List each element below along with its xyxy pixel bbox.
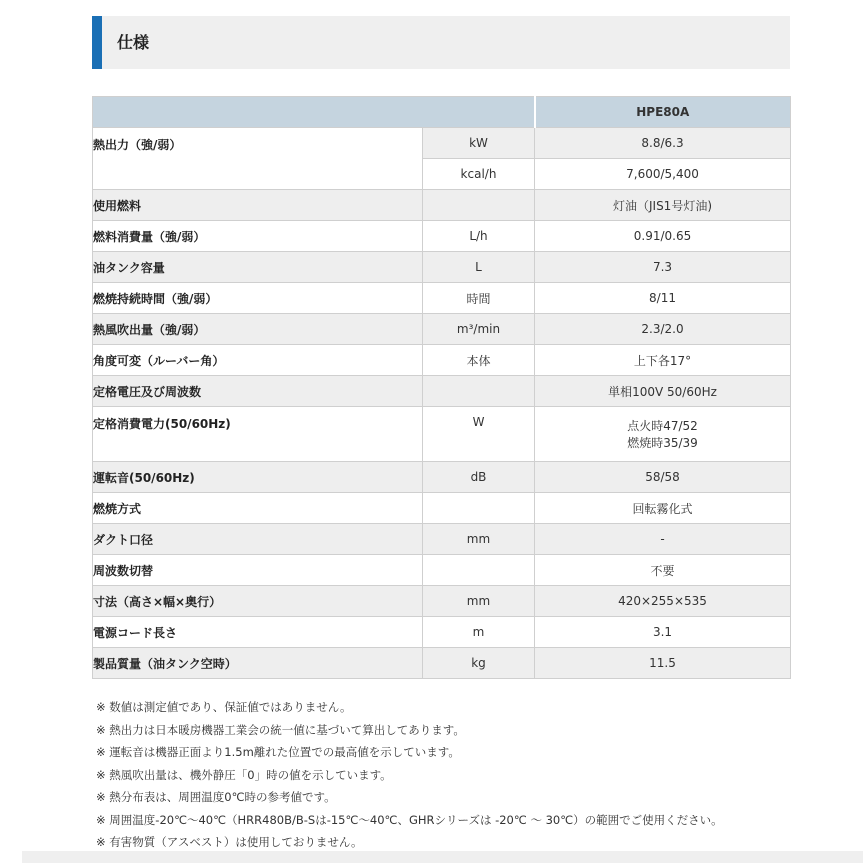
table-row xyxy=(93,252,791,283)
table-row xyxy=(93,462,791,493)
row-value: 8.8/6.3 xyxy=(535,128,791,159)
row-unit: W xyxy=(423,407,535,462)
header-blank-cell xyxy=(93,97,535,128)
row-value: - xyxy=(535,524,791,555)
note-item: ※ 運転音は機器正面より1.5m離れた位置での最高値を示しています。 xyxy=(96,745,460,759)
table-row xyxy=(93,283,791,314)
row-unit: kg xyxy=(423,648,535,679)
row-label: 定格電圧及び周波数 xyxy=(93,376,423,407)
row-label: 運転音(50/60Hz) xyxy=(93,462,423,493)
row-value: 7.3 xyxy=(535,252,791,283)
row-unit: kW xyxy=(423,128,535,159)
row-label: 燃焼持続時間（強/弱） xyxy=(93,283,423,314)
row-unit: 時間 xyxy=(423,283,535,314)
table-row xyxy=(93,128,791,159)
row-label: 熱風吹出量（強/弱） xyxy=(93,314,423,345)
table-row xyxy=(93,617,791,648)
row-label: 寸法（高さ×幅×奥行） xyxy=(93,586,423,617)
row-value: 3.1 xyxy=(535,617,791,648)
spec-table xyxy=(92,96,791,679)
table-row xyxy=(93,345,791,376)
table-row xyxy=(93,376,791,407)
row-label: 電源コード長さ xyxy=(93,617,423,648)
row-value: 不要 xyxy=(535,555,791,586)
row-label: 燃料消費量（強/弱） xyxy=(93,221,423,252)
row-value-line-1: 点火時47/52 xyxy=(627,419,698,433)
row-value: 2.3/2.0 xyxy=(535,314,791,345)
row-unit: m³/min xyxy=(423,314,535,345)
row-unit: mm xyxy=(423,586,535,617)
row-label: 周波数切替 xyxy=(93,555,423,586)
table-row xyxy=(93,407,791,462)
row-value: 回転霧化式 xyxy=(535,493,791,524)
table-row xyxy=(93,221,791,252)
row-label: 使用燃料 xyxy=(93,190,423,221)
section-title: 仕様 xyxy=(117,33,150,52)
table-row xyxy=(93,555,791,586)
row-label: ダクト口径 xyxy=(93,524,423,555)
row-unit: kcal/h xyxy=(423,159,535,190)
note-item: ※ 熱分布表は、周囲温度0℃時の参考値です。 xyxy=(96,790,336,804)
row-value: 7,600/5,400 xyxy=(535,159,791,190)
table-row xyxy=(93,493,791,524)
note-item: ※ 周囲温度-20℃～40℃（HRR480B/B-Sは-15℃～40℃、GHRシリーズは -20℃ ～ 30℃）の範囲でご使用ください。 xyxy=(96,812,723,827)
heading-accent-bar xyxy=(92,16,102,69)
row-label: 定格消費電力(50/60Hz) xyxy=(93,407,423,462)
note-item: ※ 熱風吹出量は、機外静圧「0」時の値を示しています。 xyxy=(96,767,392,782)
note-item: ※ 数値は測定値であり、保証値ではありません。 xyxy=(96,700,352,714)
row-value: 上下各17° xyxy=(535,345,791,376)
note-item: ※ 熱出力は日本暖房機器工業会の統一値に基づいて算出してあります。 xyxy=(96,722,465,737)
table-row xyxy=(93,190,791,221)
row-unit: mm xyxy=(423,524,535,555)
row-value: 8/11 xyxy=(535,283,791,314)
row-unit: L/h xyxy=(423,221,535,252)
row-unit xyxy=(423,555,535,586)
row-value-line-2: 燃焼時35/39 xyxy=(627,436,698,450)
table-header-row xyxy=(93,97,791,128)
row-value: 0.91/0.65 xyxy=(535,221,791,252)
section-heading xyxy=(92,16,790,69)
notes-list xyxy=(96,696,723,854)
row-label: 熱出力（強/弱） xyxy=(93,128,423,190)
table-row xyxy=(93,524,791,555)
row-value: 420×255×535 xyxy=(535,586,791,617)
row-value: 灯油（JIS1号灯油) xyxy=(535,190,791,221)
row-value: 単相100V 50/60Hz xyxy=(535,376,791,407)
row-value: 11.5 xyxy=(535,648,791,679)
row-unit: dB xyxy=(423,462,535,493)
row-unit: 本体 xyxy=(423,345,535,376)
footer-bar xyxy=(22,851,863,863)
row-label: 燃焼方式 xyxy=(93,493,423,524)
table-row xyxy=(93,648,791,679)
row-unit xyxy=(423,376,535,407)
row-unit xyxy=(423,190,535,221)
table-row xyxy=(93,586,791,617)
row-label: 製品質量（油タンク空時） xyxy=(93,648,423,679)
table-row xyxy=(93,314,791,345)
row-value: 58/58 xyxy=(535,462,791,493)
model-header: HPE80A xyxy=(535,97,791,128)
row-label: 油タンク容量 xyxy=(93,252,423,283)
row-unit xyxy=(423,493,535,524)
row-value xyxy=(535,407,791,462)
row-unit: m xyxy=(423,617,535,648)
note-item: ※ 有害物質（アスベスト）は使用しておりません。 xyxy=(96,835,363,849)
row-label: 角度可変（ルーバー角） xyxy=(93,345,423,376)
row-unit: L xyxy=(423,252,535,283)
